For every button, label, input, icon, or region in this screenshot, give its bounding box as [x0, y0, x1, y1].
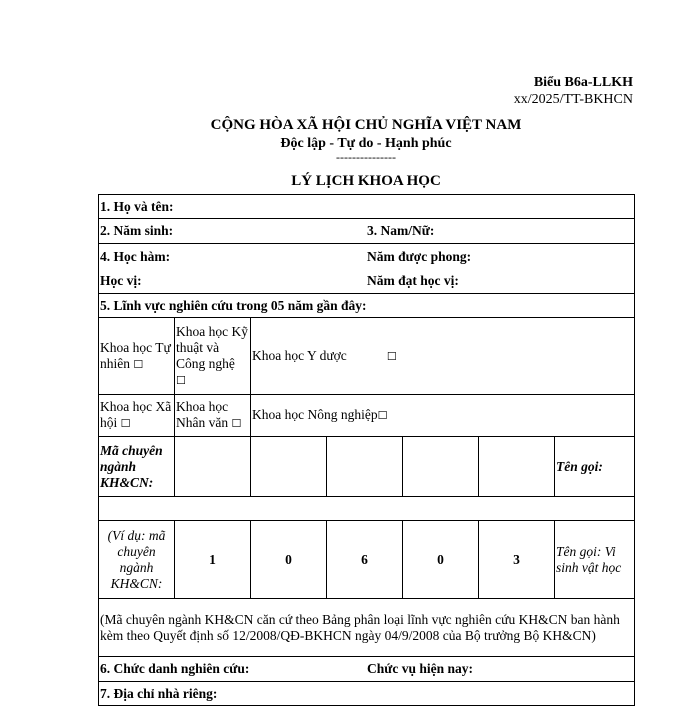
checkbox-icon[interactable]: ☐ — [377, 409, 388, 422]
checkbox-icon[interactable]: ☐ — [120, 417, 131, 430]
form-code — [514, 74, 633, 108]
academic-title-field[interactable]: 4. Học hàm: — [100, 248, 171, 264]
row-position — [99, 657, 635, 682]
research-title-field[interactable]: 6. Chức danh nghiên cứu: — [100, 661, 250, 676]
row-research-field — [99, 294, 635, 318]
code-digit-4[interactable] — [403, 437, 479, 497]
document-header — [98, 116, 634, 190]
field-engineering[interactable]: Khoa học Kỹ thuật và Công nghệ ☐ — [175, 318, 251, 395]
conferred-year-field[interactable]: Năm được phong: — [367, 248, 472, 264]
row-example — [99, 521, 635, 599]
checkbox-icon[interactable]: ☐ — [386, 349, 397, 363]
code-digit-2[interactable] — [251, 437, 327, 497]
checkbox-icon[interactable]: ☐ — [133, 357, 144, 371]
checkbox-icon[interactable]: ☐ — [176, 373, 186, 387]
field-social[interactable]: Khoa học Xã hội ☐ — [99, 395, 175, 437]
field-agriculture[interactable]: Khoa học Nông nghiệp☐ — [251, 395, 635, 437]
degree-year-field[interactable]: Năm đạt học vị: — [367, 272, 459, 288]
cv-form-table — [98, 194, 635, 706]
form-code-title: Biểu B6a-LLKH — [533, 75, 633, 90]
row-code — [99, 437, 635, 497]
country-name: CỘNG HÒA XÃ HỘI CHỦ NGHĨA VIỆT NAM — [210, 117, 522, 133]
degree-field[interactable]: Học vị: — [100, 272, 142, 288]
example-digit-2: 0 — [251, 521, 327, 599]
home-address-field[interactable]: 7. Địa chỉ nhà riêng: — [99, 682, 635, 706]
field-natural[interactable]: Khoa học Tự nhiên ☐ — [99, 318, 175, 395]
code-digit-5[interactable] — [479, 437, 555, 497]
row-note — [99, 599, 635, 657]
row-name — [99, 195, 635, 219]
row-fields-1 — [99, 318, 635, 395]
row-academic — [99, 244, 635, 294]
code-digit-1[interactable] — [175, 437, 251, 497]
example-label: (Ví dụ: mã chuyên ngành KH&CN: — [99, 521, 175, 599]
page-title: LÝ LỊCH KHOA HỌC — [291, 173, 441, 189]
form-code-number: xx/2025/TT-BKHCN — [513, 92, 633, 107]
checkbox-icon[interactable]: ☐ — [231, 417, 242, 430]
classification-note: (Mã chuyên ngành KH&CN căn cứ theo Bảng phân loại lĩnh vực nghiên cứu KH&CN ban hành kèm theo Quyết định số 12/2008/QĐ-BKHCN ngày 04/9/2008 của Bộ trưởng Bộ KH&CN) — [99, 599, 635, 657]
field-humanities[interactable]: Khoa học Nhân văn ☐ — [175, 395, 251, 437]
row-fields-2 — [99, 395, 635, 437]
row-birth — [99, 219, 635, 244]
row-contact — [99, 682, 635, 706]
code-label: Mã chuyên ngành KH&CN: — [99, 437, 175, 497]
name-field[interactable]: 1. Họ và tên: — [99, 195, 635, 219]
birth-year-field[interactable]: 2. Năm sinh: — [100, 223, 174, 238]
code-digit-3[interactable] — [327, 437, 403, 497]
example-digit-1: 1 — [175, 521, 251, 599]
national-motto: Độc lập - Tự do - Hạnh phúc — [280, 136, 452, 151]
row-blank — [99, 497, 635, 521]
example-name: Tên gọi: Vi sinh vật học — [555, 521, 635, 599]
example-digit-4: 0 — [403, 521, 479, 599]
current-position-field[interactable]: Chức vụ hiện nay: — [367, 661, 473, 676]
blank-cell — [99, 497, 635, 521]
example-digit-5: 3 — [479, 521, 555, 599]
research-field-label: 5. Lĩnh vực nghiên cứu trong 05 năm gần đây: — [99, 294, 635, 318]
code-name-label: Tên gọi: — [555, 437, 635, 497]
field-medical[interactable]: Khoa học Y dược ☐ — [251, 318, 635, 395]
header-rule: --------------- — [336, 150, 396, 164]
gender-field[interactable]: 3. Nam/Nữ: — [367, 223, 435, 238]
example-digit-3: 6 — [327, 521, 403, 599]
